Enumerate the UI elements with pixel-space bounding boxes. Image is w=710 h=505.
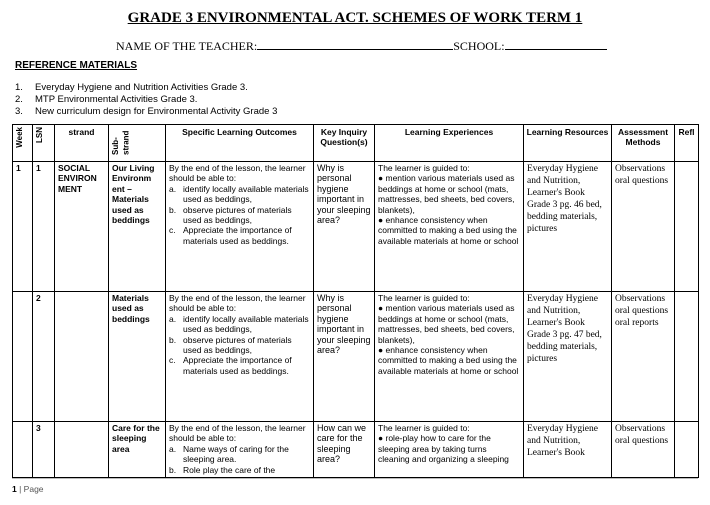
header-resources: Learning Resources bbox=[524, 125, 612, 162]
header-inquiry: Key Inquiry Question(s) bbox=[314, 125, 375, 162]
sub-strand-cell: Care for the sleeping area bbox=[109, 422, 166, 478]
page-label: Page bbox=[23, 484, 44, 494]
strand-cell: SOCIAL ENVIRON MENT bbox=[55, 162, 109, 292]
document-title: GRADE 3 ENVIRONMENTAL ACT. SCHEMES OF WORK TERM 1 bbox=[127, 10, 583, 26]
header-week: Week bbox=[13, 125, 33, 162]
table-header-row bbox=[13, 125, 699, 162]
outcomes-cell: By the end of the lesson, the learner should be able to: a. Name ways of caring for the sleeping area. b. Role play the care of the bbox=[166, 422, 314, 478]
outcomes-cell: By the end of the lesson, the learner should be able to: a. identify locally available materials used as beddings, b. observe pictures of materials used as beddings, c. Appreciate the importance of materials used as beddings. bbox=[166, 162, 314, 292]
footer-divider bbox=[12, 478, 698, 479]
reflection-cell[interactable] bbox=[675, 422, 699, 478]
assessment-cell: Observations oral questions bbox=[612, 162, 675, 292]
page-number: 1 bbox=[12, 484, 17, 494]
school-name-blank[interactable] bbox=[505, 38, 607, 50]
teacher-school-line bbox=[116, 38, 607, 54]
inquiry-cell: Why is personal hygiene important in your sleeping area? bbox=[314, 292, 375, 422]
resources-cell: Everyday Hygiene and Nutrition, Learner's Book Grade 3 pg. 46 bed, bedding materials, pictures bbox=[524, 162, 612, 292]
teacher-label: NAME OF THE TEACHER: bbox=[116, 39, 258, 53]
inquiry-cell: How can we care for the sleeping area? bbox=[314, 422, 375, 478]
week-cell: 1 bbox=[13, 162, 33, 292]
table-row bbox=[13, 162, 699, 292]
experiences-cell: The learner is guided to: ● role-play how to care for the sleeping area by taking turns cleaning and organizing a sleeping bbox=[375, 422, 524, 478]
reference-item: 3. New curriculum design for Environmental Activity Grade 3 bbox=[15, 106, 278, 117]
header-strand: strand bbox=[55, 125, 109, 162]
experiences-cell: The learner is guided to: ● mention various materials used as beddings at home or school (mats, mattresses, bed sheets, bed covers, blankets), ● enhance consistency when committed to making a bed using the available materials at home or school bbox=[375, 292, 524, 422]
reference-heading: REFERENCE MATERIALS bbox=[15, 60, 138, 71]
assessment-cell: Observations oral questions bbox=[612, 422, 675, 478]
header-reflection: Refl bbox=[675, 125, 699, 162]
experiences-cell: The learner is guided to: ● mention various materials used as beddings at home or school (mats, mattresses, bed sheets, bed covers, blankets), ● enhance consistency when committed to making a bed using the available materials at home or school bbox=[375, 162, 524, 292]
page-footer: 1 | Page bbox=[12, 484, 44, 494]
strand-cell bbox=[55, 422, 109, 478]
inquiry-cell: Why is personal hygiene important in your sleeping area? bbox=[314, 162, 375, 292]
reference-list bbox=[15, 82, 277, 118]
sub-strand-cell: Our Living Environm ent – Materials used as beddings bbox=[109, 162, 166, 292]
resources-cell: Everyday Hygiene and Nutrition, Learner's Book bbox=[524, 422, 612, 478]
reference-item: 1. Everyday Hygiene and Nutrition Activities Grade 3. bbox=[15, 82, 248, 93]
header-sub-strand: Sub-strand bbox=[109, 125, 166, 162]
header-lsn: LSN bbox=[33, 125, 55, 162]
reflection-cell[interactable] bbox=[675, 162, 699, 292]
resources-cell: Everyday Hygiene and Nutrition, Learner's Book Grade 3 pg. 47 bed, bedding materials, pictures bbox=[524, 292, 612, 422]
header-experiences: Learning Experiences bbox=[375, 125, 524, 162]
week-cell bbox=[13, 292, 33, 422]
strand-cell bbox=[55, 292, 109, 422]
header-assessment: Assessment Methods bbox=[612, 125, 675, 162]
table-row bbox=[13, 292, 699, 422]
reflection-cell[interactable] bbox=[675, 292, 699, 422]
table-row bbox=[13, 422, 699, 478]
scheme-table bbox=[12, 124, 699, 478]
lsn-cell: 2 bbox=[33, 292, 55, 422]
outcomes-cell: By the end of the lesson, the learner should be able to: a. identify locally available materials used as beddings, b. observe pictures of materials used as beddings, c. Appreciate the importance of materials used as beddings. bbox=[166, 292, 314, 422]
week-cell bbox=[13, 422, 33, 478]
lsn-cell: 1 bbox=[33, 162, 55, 292]
reference-item: 2. MTP Environmental Activities Grade 3. bbox=[15, 94, 198, 105]
assessment-cell: Observations oral questions oral reports bbox=[612, 292, 675, 422]
lsn-cell: 3 bbox=[33, 422, 55, 478]
teacher-name-blank[interactable] bbox=[257, 38, 453, 50]
header-outcomes: Specific Learning Outcomes bbox=[166, 125, 314, 162]
school-label: SCHOOL: bbox=[453, 39, 505, 53]
sub-strand-cell: Materials used as beddings bbox=[109, 292, 166, 422]
